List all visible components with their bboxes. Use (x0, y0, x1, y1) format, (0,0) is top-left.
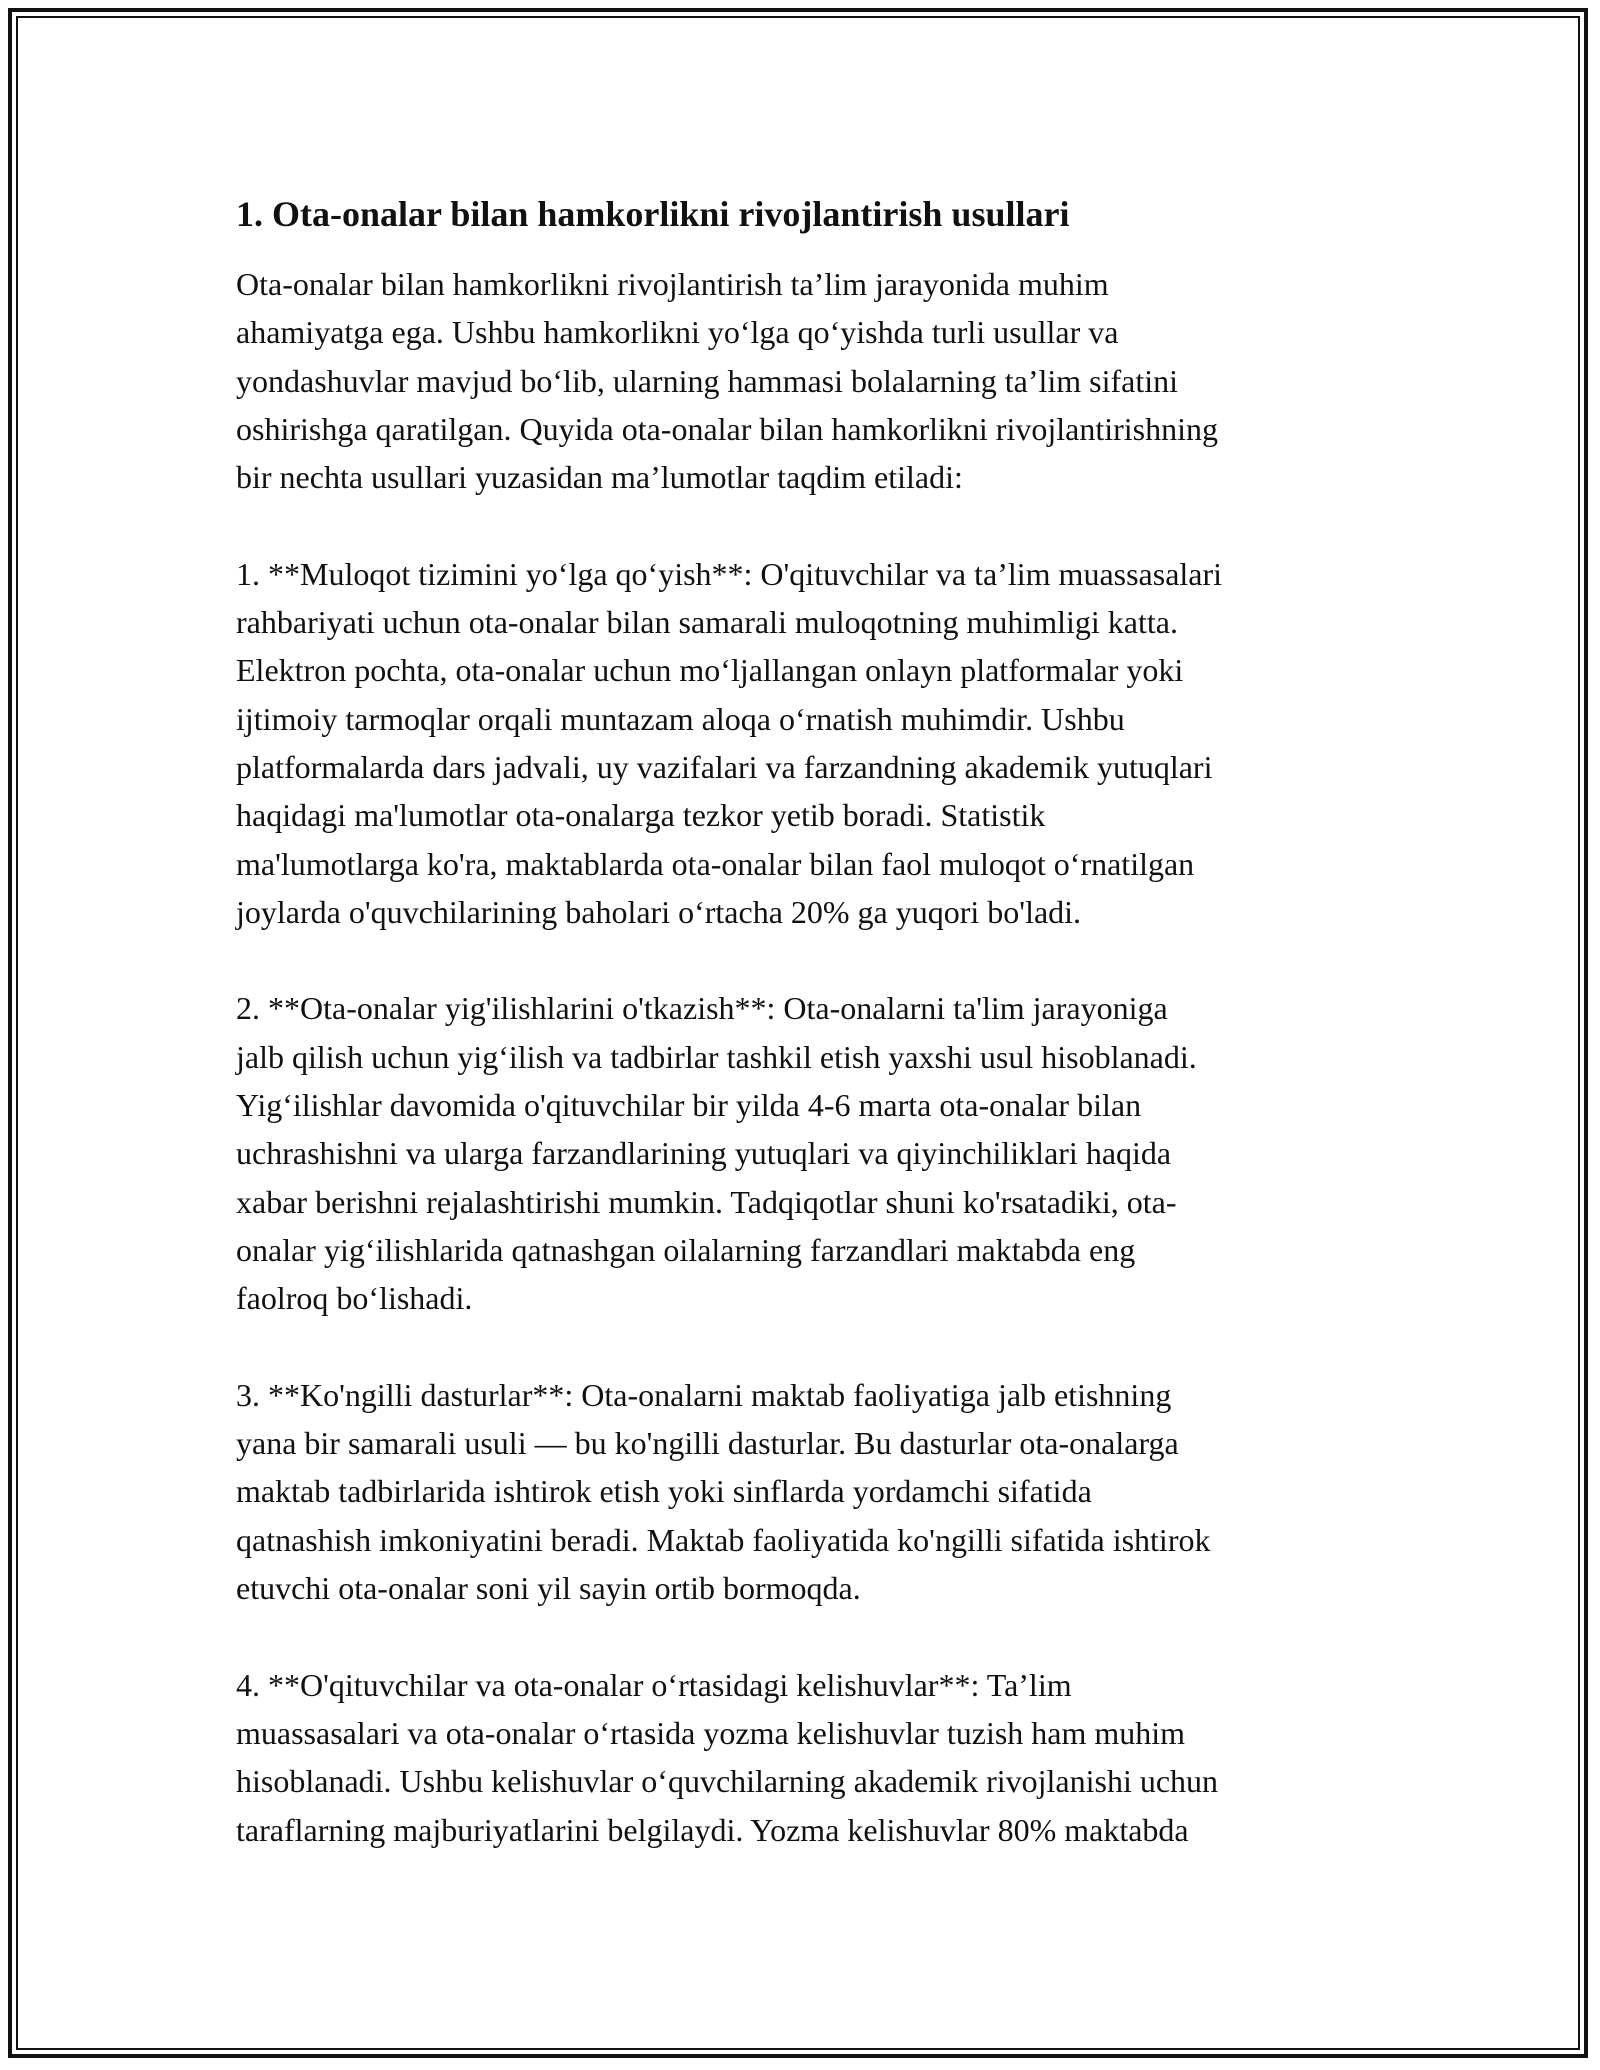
text-line: haqidagi ma'lumotlar ota-onalarga tezkor yetib boradi. Statistik (236, 797, 1046, 834)
text-line: platformalarda dars jadvali, uy vazifalari va farzandning akademik yutuqlari (236, 748, 1213, 785)
intro-paragraph (236, 260, 1376, 501)
text-line: qatnashish imkoniyatini beradi. Maktab faoliyatida ko'ngilli sifatida ishtirok (236, 1521, 1211, 1558)
text-line: ijtimoiy tarmoqlar orqali muntazam aloqa o‘rnatish muhimdir. Ushbu (236, 700, 1125, 737)
document-body (236, 186, 1376, 1854)
text-line: onalar yig‘ilishlarida qatnashgan oilalarning farzandlari maktabda eng (236, 1231, 1136, 1268)
text-line: xabar berishni rejalashtirishi mumkin. Tadqiqotlar shuni ko'rsatadiki, ota- (236, 1183, 1177, 1220)
list-item-agreements (236, 1661, 1376, 1854)
text-line: etuvchi ota-onalar soni yil sayin ortib bormoqda. (236, 1570, 861, 1607)
text-line: bir nechta usullari yuzasidan ma’lumotlar taqdim etiladi: (236, 459, 963, 496)
text-line: ahamiyatga ega. Ushbu hamkorlikni yo‘lga qo‘yishda turli usullar va (236, 314, 1119, 351)
text-line: oshirishga qaratilgan. Quyida ota-onalar bilan hamkorlikni rivojlantirishning (236, 410, 1218, 447)
text-line: 4. **O'qituvchilar va ota-onalar o‘rtasidagi kelishuvlar**: Ta’lim (236, 1666, 1072, 1703)
text-line: maktab tadbirlarida ishtirok etish yoki sinflarda yordamchi sifatida (236, 1473, 1092, 1510)
text-line: yana bir samarali usuli — bu ko'ngilli dasturlar. Bu dasturlar ota-onalarga (236, 1425, 1179, 1462)
list-item-communication (236, 550, 1376, 936)
text-line: faolroq bo‘lishadi. (236, 1280, 473, 1317)
text-line: jalb qilish uchun yig‘ilish va tadbirlar tashkil etish yaxshi usul hisoblanadi. (236, 1038, 1197, 1075)
text-line: Elektron pochta, ota-onalar uchun mo‘ljallangan onlayn platformalar yoki (236, 652, 1184, 689)
text-line: ma'lumotlarga ko'ra, maktablarda ota-onalar bilan faol muloqot o‘rnatilgan (236, 845, 1195, 882)
text-line: muassasalari va ota-onalar o‘rtasida yozma kelishuvlar tuzish ham muhim (236, 1714, 1186, 1751)
text-line: 1. **Muloqot tizimini yo‘lga qo‘yish**: O'qituvchilar va ta’lim muassasalari (236, 555, 1223, 592)
list-item-volunteer-programs (236, 1371, 1376, 1612)
text-line: rahbariyati uchun ota-onalar bilan samarali muloqotning muhimligi katta. (236, 604, 1178, 641)
list-item-meetings (236, 984, 1376, 1322)
text-line: hisoblanadi. Ushbu kelishuvlar o‘quvchilarning akademik rivojlanishi uchun (236, 1763, 1219, 1800)
section-heading: 1. Ota-onalar bilan hamkorlikni rivojlantirish usullari (236, 194, 1070, 234)
text-line: Ota-onalar bilan hamkorlikni rivojlantirish ta’lim jarayonida muhim (236, 266, 1109, 302)
text-line: 2. **Ota-onalar yig'ilishlarini o'tkazish**: Ota-onalarni ta'lim jarayoniga (236, 990, 1168, 1027)
text-line: Yig‘ilishlar davomida o'qituvchilar bir yilda 4-6 marta ota-onalar bilan (236, 1087, 1142, 1124)
text-line: joylarda o'quvchilarining baholari o‘rtacha 20% ga yuqori bo'ladi. (236, 893, 1082, 930)
text-line: 3. **Ko'ngilli dasturlar**: Ota-onalarni maktab faoliyatiga jalb etishning (236, 1376, 1172, 1413)
text-line: uchrashishni va ularga farzandlarining yutuqlari va qiyinchiliklari haqida (236, 1135, 1172, 1172)
text-line: taraflarning majburiyatlarini belgilaydi. Yozma kelishuvlar 80% maktabda (236, 1811, 1189, 1848)
text-line: yondashuvlar mavjud bo‘lib, ularning hammasi bolalarning ta’lim sifatini (236, 362, 1179, 399)
